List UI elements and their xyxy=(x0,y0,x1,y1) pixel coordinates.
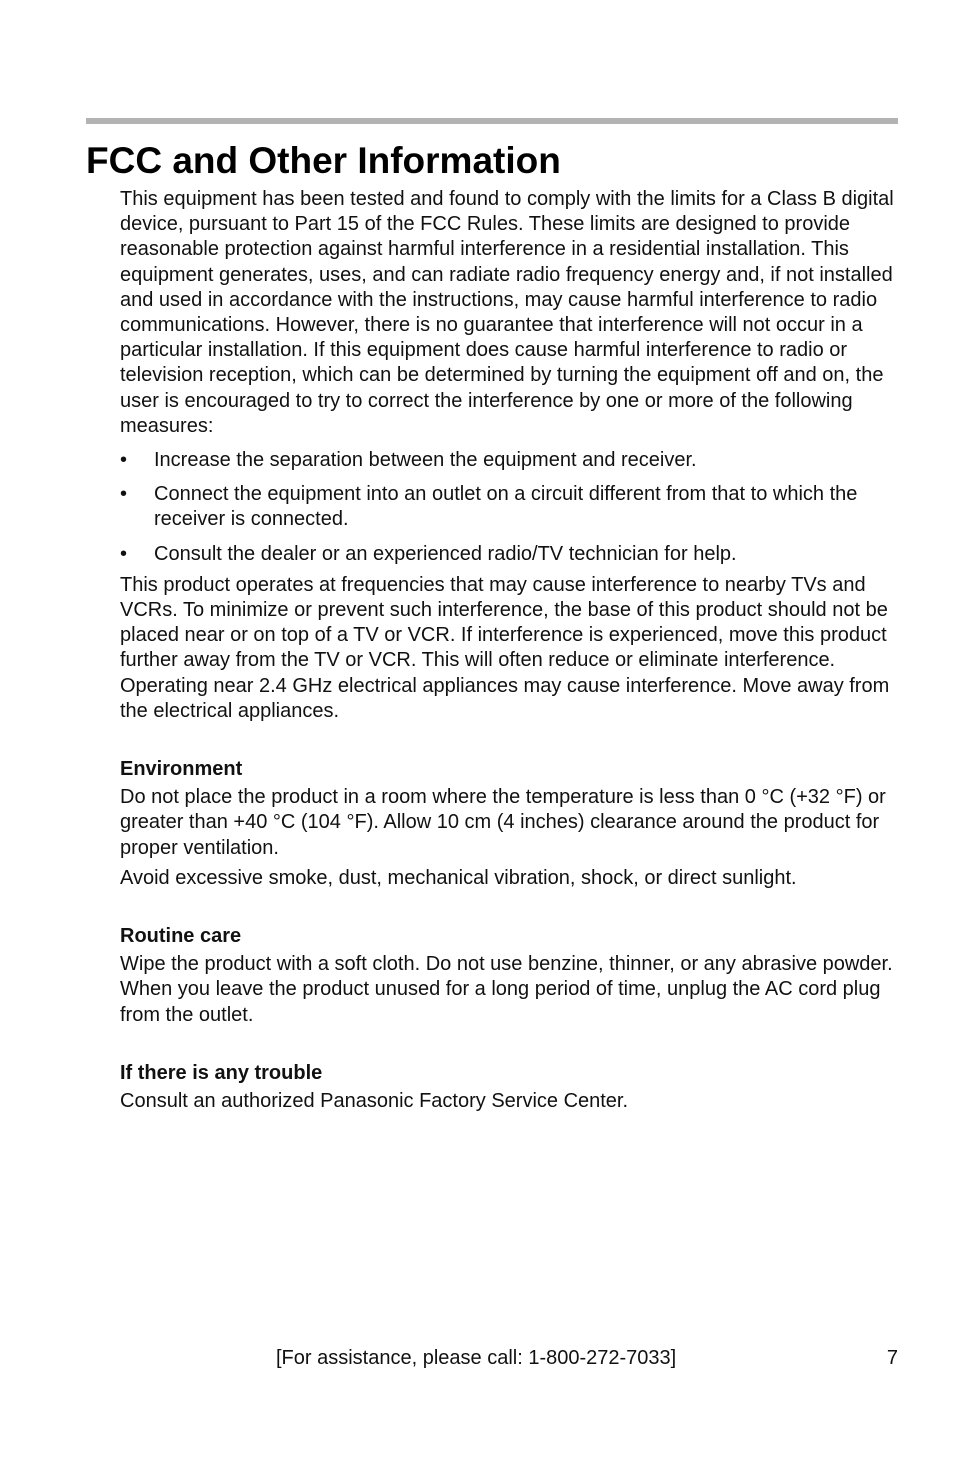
bullet-icon: • xyxy=(120,542,128,565)
environment-paragraph: Do not place the product in a room where the temperature is less than 0 °C (+32 °F) or greater than +40 °C (104 °F). Allow 10 cm (4 inches) clearance around the product for proper ventilation. xyxy=(120,786,886,859)
routine-care-paragraph: Wipe the product with a soft cloth. Do not use benzine, thinner, or any abrasive powder. When you leave the product unused for a long period of time, unplug the AC cord plug from the outlet. xyxy=(120,953,893,1026)
list-item xyxy=(120,542,898,567)
list-item xyxy=(120,448,898,473)
bullet-icon: • xyxy=(120,483,128,506)
measure-text: Connect the equipment into an outlet on a circuit different from that to which the receiver is connected. xyxy=(154,483,858,531)
title-rule xyxy=(86,118,898,124)
environment-paragraph: Avoid excessive smoke, dust, mechanical vibration, shock, or direct sunlight. xyxy=(120,866,797,889)
routine-care-heading: Routine care xyxy=(120,925,242,948)
measure-text: Increase the separation between the equipment and receiver. xyxy=(154,449,697,472)
trouble-paragraph: Consult an authorized Panasonic Factory Service Center. xyxy=(120,1090,629,1113)
page-number: 7 xyxy=(886,1347,898,1369)
interference-paragraph: This product operates at frequencies that may cause interference to nearby TVs and VCRs. To minimize or prevent such interference, the base of this product should not be placed near or on top of a TV or VCR. If interference is experienced, move this product further away from the TV or VCR. This will often reduce or eliminate interference. Operating near 2.4 GHz electrical appliances may cause interference. Move away from the electrical appliances. xyxy=(120,573,890,722)
assistance-footer: [For assistance, please call: 1-800-272-7033] xyxy=(276,1347,677,1369)
list-item xyxy=(120,482,898,532)
trouble-heading: If there is any trouble xyxy=(120,1061,323,1084)
bullet-icon: • xyxy=(120,449,128,472)
intro-paragraph: This equipment has been tested and found to comply with the limits for a Class B digital device, pursuant to Part 15 of the FCC Rules. These limits are designed to provide reasonable protection against harmful interference in a residential installation. This equipment generates, uses, and can radiate radio frequency energy and, if not installed and used in accordance with the instructions, may cause harmful interference to radio communications. However, there is no guarantee that interference will not occur in a particular installation. If this equipment does cause harmful interference to radio or television reception, which can be determined by turning the equipment off and on, the user is encouraged to try to correct the interference by one or more of the following measures: xyxy=(120,188,894,437)
measures-list xyxy=(120,448,898,567)
environment-heading: Environment xyxy=(120,758,243,781)
page-content xyxy=(120,187,898,1114)
measure-text: Consult the dealer or an experienced radio/TV technician for help. xyxy=(154,542,737,565)
page-title: FCC and Other Information xyxy=(86,140,561,181)
